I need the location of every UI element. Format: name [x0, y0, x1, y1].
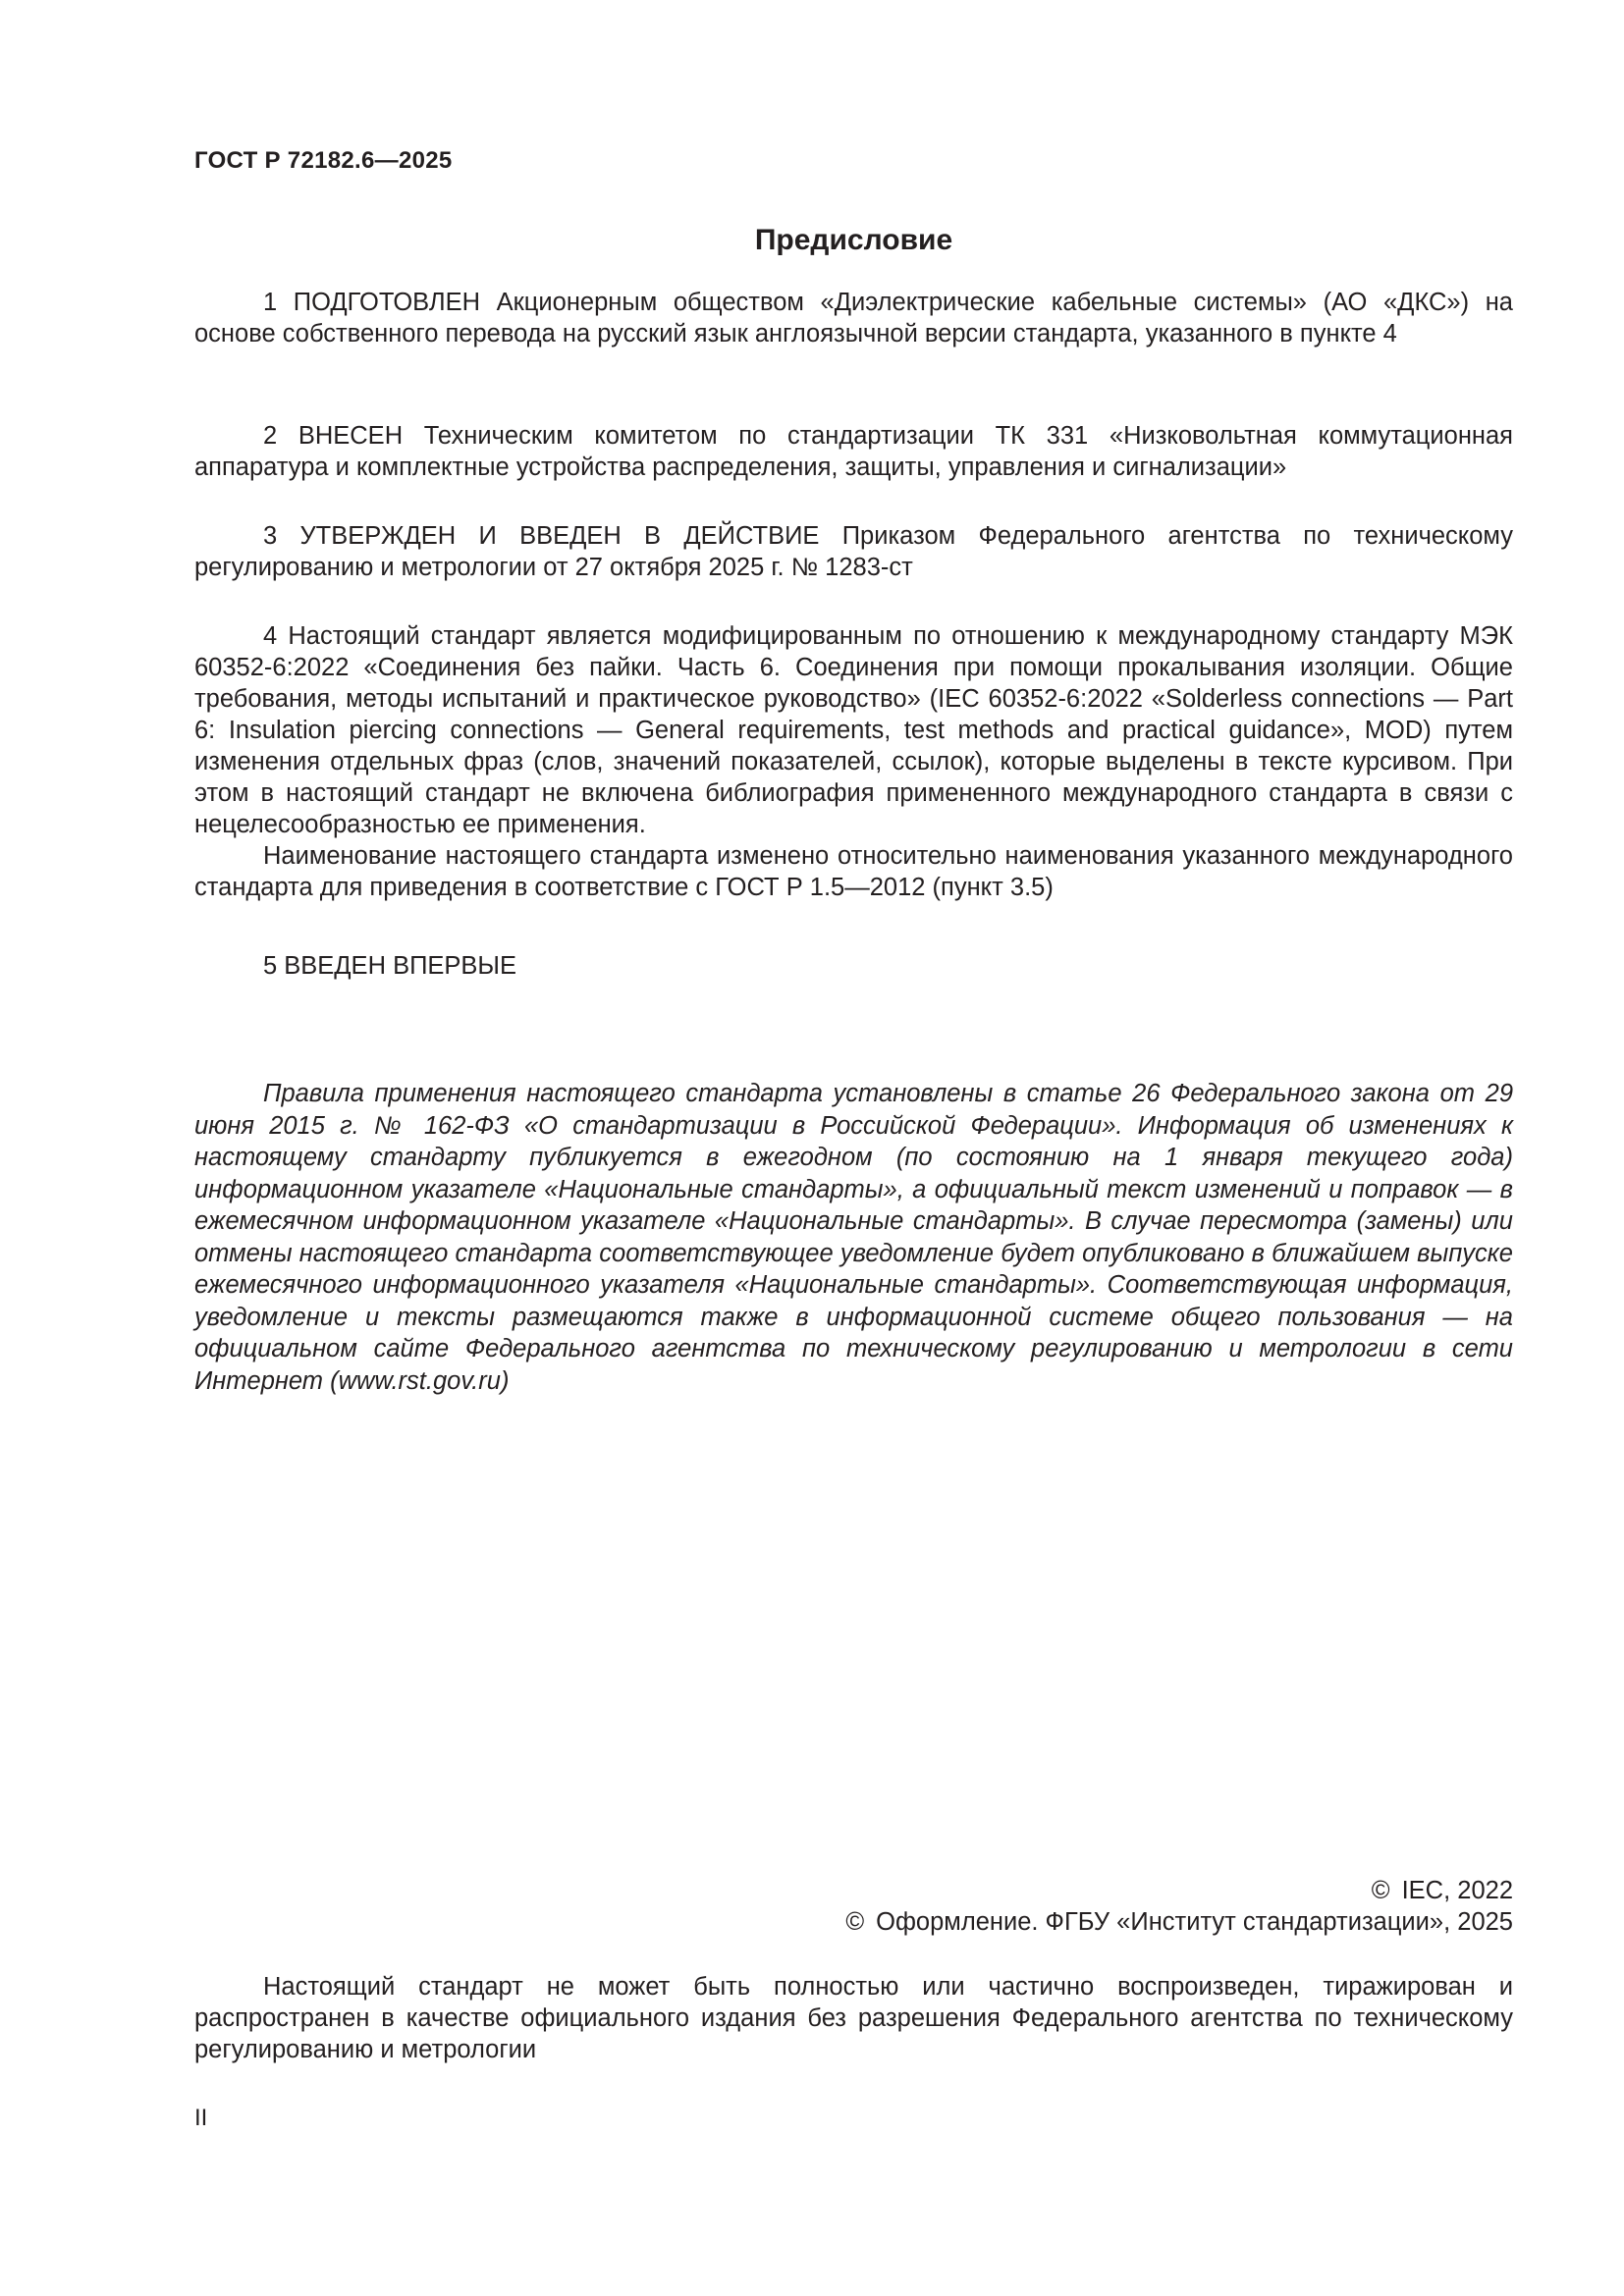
page-number: II	[194, 2105, 208, 2131]
copyright-block	[845, 1875, 1513, 1938]
paragraph-text: 3 УТВЕРЖДЕН И ВВЕДЕН В ДЕЙСТВИЕ Приказом Федерального агентства по техническому регулированию и метрологии от 27 октября 2025 г. № 1283-ст	[194, 522, 1513, 581]
copyright-symbol: ©	[845, 1908, 865, 1936]
reprint-notice	[194, 1971, 1513, 2065]
copyright-text: IEC, 2022	[1401, 1877, 1513, 1904]
foreword-item-1	[194, 287, 1513, 349]
paragraph-text: 2 ВНЕСЕН Техническим комитетом по стандартизации ТК 331 «Низковольтная коммутационная аппаратура и комплектные устройства распределения, защиты, управления и сигнализации»	[194, 422, 1513, 481]
foreword-item-2	[194, 420, 1513, 483]
notice-text: Правила применения настоящего стандарта установлены в статье 26 Федерального закона от 29 июня 2015 г. № 162-ФЗ «О стандартизации в Российской Федерации». Информация об изменениях к настоящему стандарту публикуется в ежегодном (по состоянию на 1 января текущего года) информационном указателе «Национальные стандарты», а официальный текст изменений и поправок — в ежемесячном информационном указателе «Национальные стандарты». В случае пересмотра (замены) или отмены настоящего стандарта соответствующее уведомление будет опубликовано в ближайшем выпуске ежемесячного информационного указателя «Национальные стандарты». Соответствующая информация, уведомление и тексты размещаются также в информационной системе общего пользования — на официальном сайте Федерального агентства по техническому регулированию и метрологии в сети Интернет (www.rst.gov.ru)	[194, 1080, 1513, 1395]
copyright-line-iec	[845, 1875, 1513, 1906]
paragraph-text: 5 ВВЕДЕН ВПЕРВЫЕ	[263, 952, 517, 980]
page-title: Предисловие	[754, 224, 953, 256]
foreword-item-5	[194, 950, 1513, 982]
copyright-text: Оформление. ФГБУ «Институт стандартизации», 2025	[876, 1908, 1513, 1936]
paragraph-text: 1 ПОДГОТОВЛЕН Акционерным обществом «Диэлектрические кабельные системы» (АО «ДКС») на основе собственного перевода на русский язык англоязычной версии стандарта, указанного в пункте 4	[194, 289, 1513, 347]
foreword-item-3	[194, 520, 1513, 583]
paragraph-text: 4 Настоящий стандарт является модифицированным по отношению к международному стандарту МЭК 60352-6:2022 «Соединения без пайки. Часть 6. Соединения при помощи прокалывания изоляции. Общие требования, методы испытаний и практическое руководство» (IEC 60352-6:2022 «Solderless connections — Part 6: Insulation piercing connections — General requirements, test methods and practical guidance», MOD) путем изменения отдельных фраз (слов, значений показателей, ссылок), которые выделены в тексте курсивом. При этом в настоящий стандарт не включена библиография примененного международного стандарта в связи с нецелесообразностью ее применения.	[194, 622, 1513, 838]
standard-id-header: ГОСТ Р 72182.6—2025	[194, 147, 453, 174]
copyright-symbol: ©	[1371, 1877, 1390, 1904]
reprint-text: Настоящий стандарт не может быть полностью или частично воспроизведен, тиражирован и распространен в качестве официального издания без разрешения Федерального агентства по техническому регулированию и метрологии	[194, 1973, 1513, 2063]
foreword-item-4	[194, 620, 1513, 903]
application-rules-notice	[194, 1078, 1513, 1397]
copyright-line-design	[845, 1906, 1513, 1938]
paragraph-text: Наименование настоящего стандарта изменено относительно наименования указанного международного стандарта для приведения в соответствие с ГОСТ Р 1.5—2012 (пункт 3.5)	[194, 842, 1513, 901]
